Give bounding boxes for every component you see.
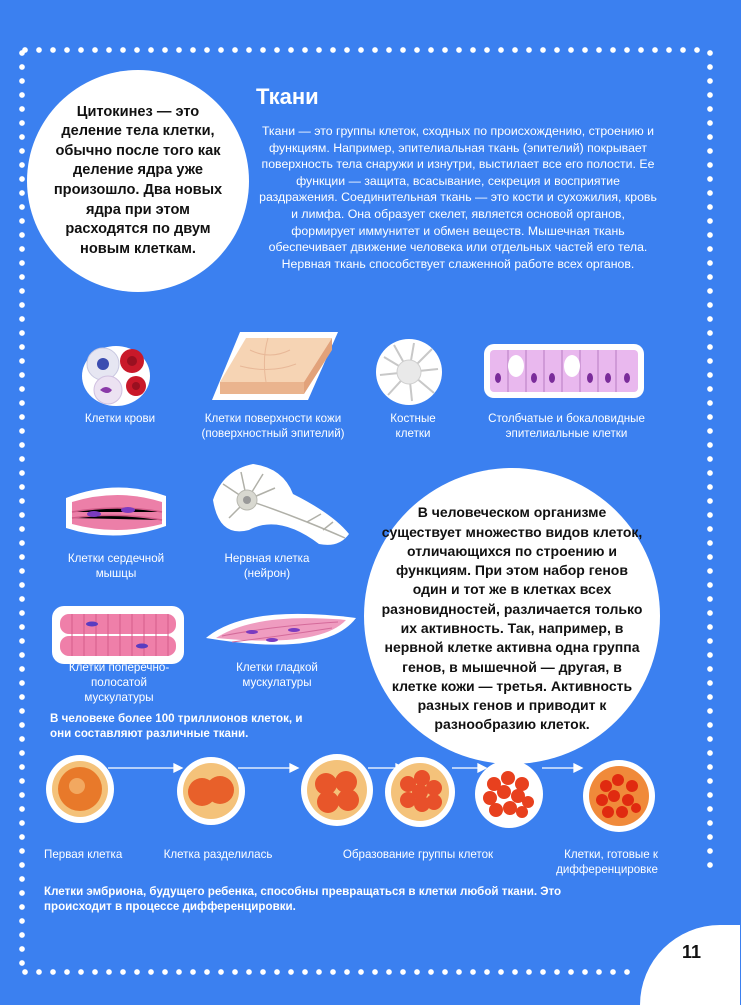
embryo-cell-group-1 (298, 750, 376, 830)
note-embryo: Клетки эмбриона, будущего ребенка, способны превращаться в клетки любой ткани. Это происходит в процессе дифференцировки. (44, 885, 562, 913)
caption-skin-cells: Клетки поверхности кожи (поверхностный эпителий) (201, 412, 345, 440)
caption-epithelial-cells: Столбчатые и бокаловидные эпителиальные клетки (488, 412, 645, 440)
embryo-ready-cells (580, 756, 658, 836)
intro-paragraph: Ткани — это группы клеток, сходных по происхождению, строению и функциям. Например, эпителиальная ткань (эпителий) покрывает поверхность тела снаружи и изнутри, выстилает все его полости. Ее функции — защита, всасывание, секреция и восприятие раздражения. Соединительная ткань — это кости и сухожилия, кровь и лимфа. Она образует скелет, является основой органов, формирует иммунитет и обмен веществ. Мышечная ткань обеспечивает движение человека или отдельных частей его тела. Нервная ткань способствует слаженной работе всех органов. (259, 124, 657, 271)
caption-heart-muscle: Клетки сердечной мышцы (67, 552, 165, 580)
embryo-divided-cell (174, 752, 248, 830)
caption-striated-muscle: Клетки поперечно-полосатой мускулатуры (68, 661, 170, 704)
caption-blood-cells: Клетки крови (84, 412, 156, 425)
caption-bone-cells: Костные клетки (390, 412, 436, 440)
embryo-first-cell (44, 750, 116, 828)
caption-ready-cells: Клетки, готовые к дифференцировке (556, 848, 658, 876)
caption-cell-divided: Клетка разделилась (163, 848, 273, 861)
caption-first-cell: Первая клетка (44, 848, 123, 861)
note-cell-count: В человеке более 100 триллионов клеток, и они составляют различные ткани. (50, 712, 303, 740)
caption-nerve-cell: Нервная клетка (нейрон) (224, 552, 310, 580)
caption-smooth-muscle: Клетки гладкой мускулатуры (236, 661, 318, 689)
cytokinesis-text: Цитокинез — это деление тела клетки, обычно после того как деление ядра уже произошло. Два новых ядра при этом расходятся по двум новым клеткам. (53, 103, 223, 257)
embryo-cell-group-2 (382, 752, 458, 832)
page-number: 11 (682, 942, 702, 962)
page-title: Ткани (256, 84, 319, 109)
genes-text: В человеческом организме существует множество видов клеток, отличающихся по строению и функциям. При этом набор генов один и тот же в клетках всех разновидностей, различается только их активность. Так, например, в нервной клетке активна одна группа генов, в мышечной — другая, в клетке кожи — третья. Активность разных генов и приводит к разнообразию клеток. (381, 504, 643, 733)
caption-cell-group: Образование группы клеток (342, 848, 494, 861)
embryo-cell-group-3 (472, 756, 546, 834)
